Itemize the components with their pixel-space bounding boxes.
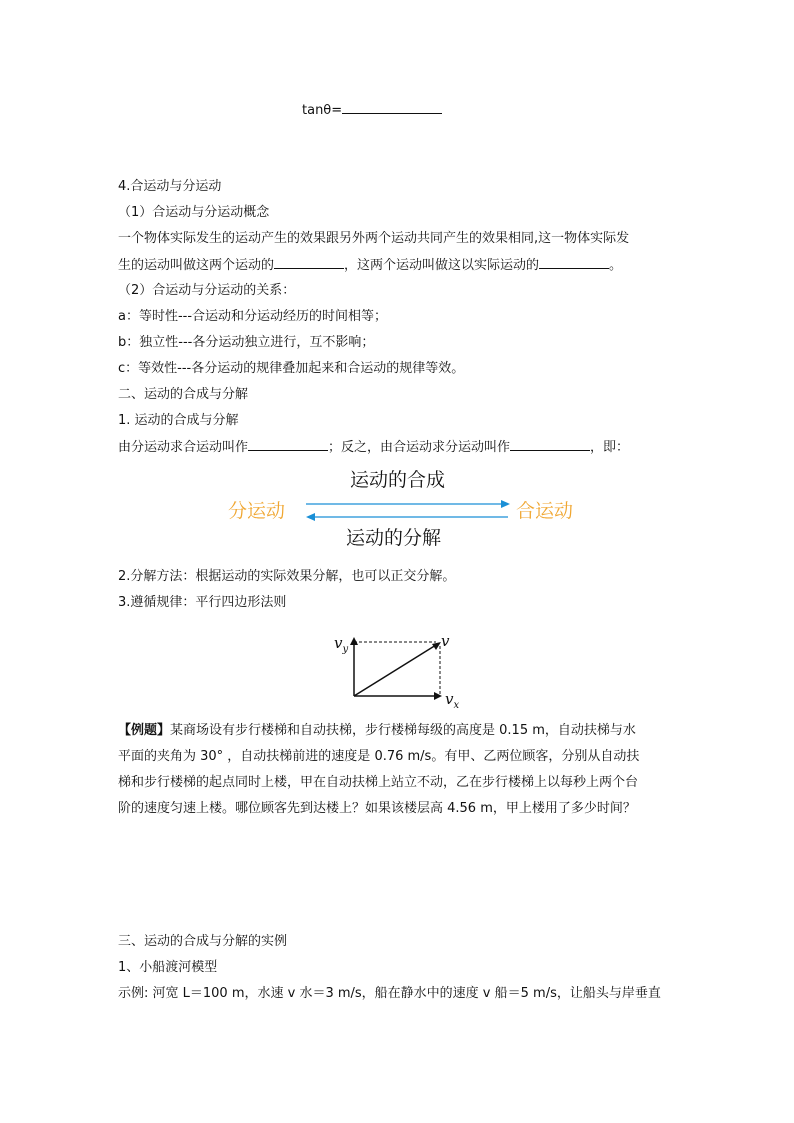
part2-title: 二、运动的合成与分解 xyxy=(118,387,249,402)
example-line4: 阶的速度匀速上楼。哪位顾客先到达楼上？如果该楼层高 4.56 m，甲上楼用了多少时间？ xyxy=(118,801,636,816)
tan-label: tanθ= xyxy=(302,103,343,118)
concept-line2 xyxy=(118,256,622,275)
concept-blank-2[interactable] xyxy=(539,256,609,269)
relation-a: a：等时性---合运动和分运动经历的时间相等； xyxy=(118,309,388,324)
concept-line2-a: 生的运动叫做这两个运动的 xyxy=(118,258,275,273)
synthesis-blank[interactable] xyxy=(248,438,328,451)
example-tag: 【例题】 xyxy=(118,723,171,738)
part2-sentence-end: ，即： xyxy=(590,440,630,455)
method-line: 2.分解方法：根据运动的实际效果分解，也可以正交分解。 xyxy=(118,569,456,584)
part2-sentence-b: ；反之，由合运动求分运动叫作 xyxy=(328,440,511,455)
concept-heading: （1）合运动与分运动概念 xyxy=(118,205,270,220)
resultant-motion-label: 合运动 xyxy=(516,500,574,522)
component-motion-label: 分运动 xyxy=(228,500,286,522)
part3-example-line: 示例: 河宽 L＝100 m，水速 v 水＝3 m/s，船在静水中的速度 v 船＝5 m/s，让船头与岸垂直 xyxy=(118,986,661,1001)
vy-arrow-head-icon xyxy=(350,637,358,645)
section4-title: 4.合运动与分运动 xyxy=(118,179,222,194)
relation-b: b：独立性---各分运动独立进行，互不影响； xyxy=(118,335,375,350)
part2-sub1: 1. 运动的合成与分解 xyxy=(118,413,239,428)
part3-sub1: 1、小船渡河模型 xyxy=(118,960,218,975)
concept-line1: 一个物体实际发生的运动产生的效果跟另外两个运动共同产生的效果相同,这一物体实际发 xyxy=(118,231,630,246)
part2-sentence xyxy=(118,438,629,457)
vy-label: $v_y$ xyxy=(334,634,349,655)
concept-line2-end: 。 xyxy=(609,258,623,273)
concept-blank-1[interactable] xyxy=(274,256,344,269)
resultant-velocity-line xyxy=(354,645,436,696)
example-line3: 梯和步行楼梯的起点同时上楼，甲在自动扶梯上站立不动，乙在步行楼梯上以每秒上两个台 xyxy=(118,775,639,790)
tan-blank[interactable] xyxy=(342,101,442,114)
decomposition-blank[interactable] xyxy=(510,438,590,451)
concept-line2-b: ，这两个运动叫做这以实际运动的 xyxy=(344,258,540,273)
vx-label: $v_x$ xyxy=(445,690,460,711)
part3-title: 三、运动的合成与分解的实例 xyxy=(118,934,288,949)
right-arrow-head-icon xyxy=(501,500,510,508)
example-line1: 【例题】某商场设有步行楼梯和自动扶梯，步行楼梯每级的高度是 0.15 m，自动扶梯与水 xyxy=(118,723,636,738)
part2-sentence-a: 由分运动求合运动叫作 xyxy=(118,440,249,455)
vx-arrow-head-icon xyxy=(434,692,442,700)
tan-line xyxy=(302,101,442,120)
relation-heading: （2）合运动与分运动的关系： xyxy=(118,283,296,298)
rule-line: 3.遵循规律：平行四边形法则 xyxy=(118,595,287,610)
synthesis-label: 运动的合成 xyxy=(350,469,446,491)
example-line2: 平面的夹角为 30° ，自动扶梯前进的速度是 0.76 m/s。有甲、乙两位顾客，分别从自动扶 xyxy=(118,749,640,764)
v-label: v xyxy=(441,632,450,650)
left-arrow-head-icon xyxy=(306,513,315,521)
decomposition-label: 运动的分解 xyxy=(346,527,442,549)
relation-c: c：等效性---各分运动的规律叠加起来和合运动的规律等效。 xyxy=(118,361,465,376)
synthesis-decomposition-arrows xyxy=(300,496,516,526)
